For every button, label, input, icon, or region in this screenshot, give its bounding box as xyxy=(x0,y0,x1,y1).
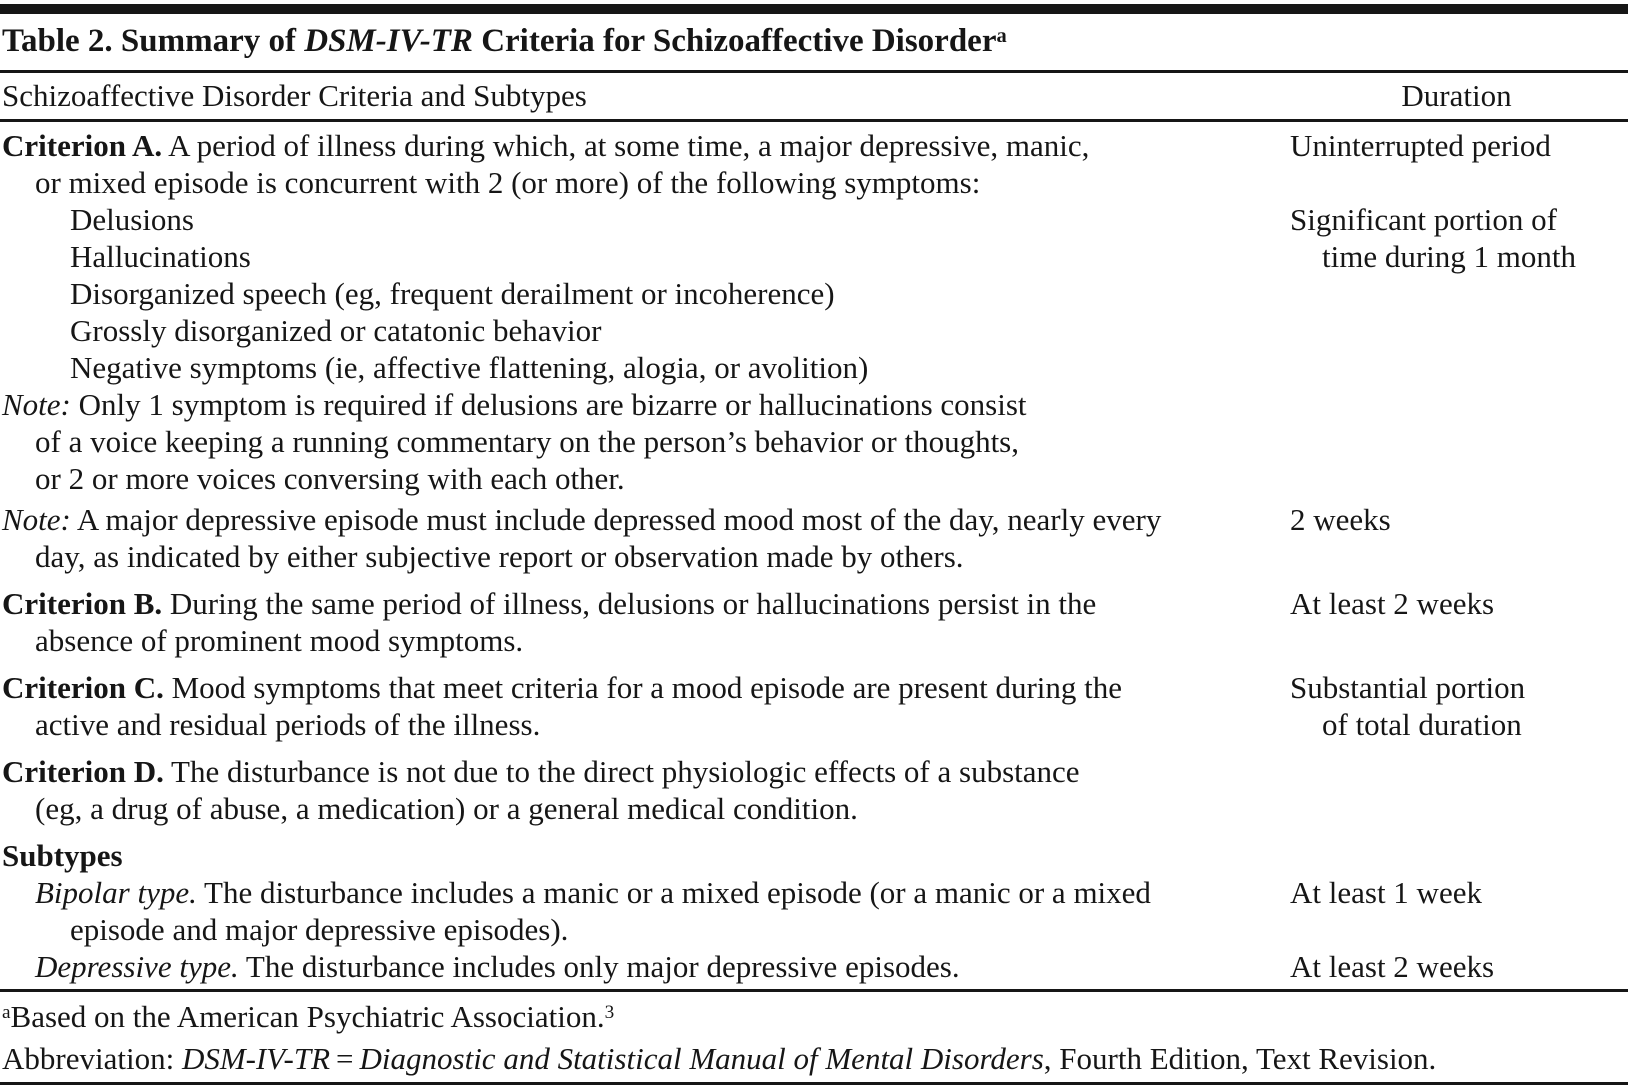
criterion-d-body-2: (eg, a drug of abuse, a medication) or a general medical condition. xyxy=(35,791,858,826)
row-note-1 xyxy=(0,386,1628,497)
row-symptom-list xyxy=(0,201,1628,386)
bipolar-type-body-1: The disturbance includes a manic or a mixed episode (or a manic or a mixed xyxy=(196,875,1151,910)
table-title-suffix: Criteria for Schizoaffective Disorder xyxy=(472,23,997,59)
note-2-line-1 xyxy=(0,501,1285,538)
row-bipolar-type xyxy=(0,874,1628,948)
footnote-2-equals-sign: = xyxy=(336,1041,354,1076)
footnote-2-suffix: , Fourth Edition, Text Revision. xyxy=(1043,1041,1437,1076)
criterion-b-body-2: absence of prominent mood symptoms. xyxy=(35,623,524,658)
note-1-duration-cell xyxy=(1285,386,1628,497)
note-2-lead: Note: xyxy=(2,502,71,537)
footnote-1-reference: 3 xyxy=(604,1002,615,1024)
duration-significant-portion-line-2: time during 1 month xyxy=(1322,239,1577,274)
criterion-c-lead: Criterion C. xyxy=(2,670,164,705)
bipolar-type-line-1 xyxy=(0,874,1285,911)
symptom-item: Negative symptoms (ie, affective flattening, alogia, or avolition) xyxy=(70,350,869,385)
row-note-2 xyxy=(0,501,1628,575)
criterion-b-duration-cell xyxy=(1285,585,1628,659)
table-body xyxy=(0,122,1628,989)
note-2-body-2: day, as indicated by either subjective report or observation made by others. xyxy=(35,539,964,574)
note-1-line-1 xyxy=(0,386,1285,423)
symptom-item: Hallucinations xyxy=(70,239,251,274)
bipolar-duration-cell xyxy=(1285,874,1628,948)
note-2-line-2 xyxy=(0,538,1285,575)
bipolar-type-body-2: episode and major depressive episodes). xyxy=(70,912,569,947)
footnotes xyxy=(0,992,1628,1082)
row-criterion-a xyxy=(0,127,1628,201)
note-2-duration-cell xyxy=(1285,501,1628,575)
bipolar-type-text xyxy=(0,874,1285,948)
criterion-b-body-1: During the same period of illness, delusions or hallucinations persist in the xyxy=(162,586,1097,621)
criterion-c-duration-cell xyxy=(1285,669,1628,743)
row-criterion-b xyxy=(0,585,1628,659)
depressive-type-body-1: The disturbance includes only major depressive episodes. xyxy=(238,949,960,984)
bipolar-type-line-2 xyxy=(0,911,1285,948)
duration-2-weeks: 2 weeks xyxy=(1290,502,1391,537)
footnote-1-marker: a xyxy=(2,1002,11,1024)
criterion-b-line-1 xyxy=(0,585,1285,622)
row-criterion-d xyxy=(0,753,1628,827)
criterion-d-body-1: The disturbance is not due to the direct physiologic effects of a substance xyxy=(163,754,1080,789)
symptom-item: Delusions xyxy=(70,202,194,237)
duration-column-header: Duration xyxy=(1401,78,1512,113)
duration-significant-portion-line-1: Significant portion of xyxy=(1290,202,1557,237)
footnote-1-text: Based on the American Psychiatric Association. xyxy=(10,999,605,1034)
duration-uninterrupted-period: Uninterrupted period xyxy=(1290,128,1551,163)
table-title-manual-abbrev: DSM-IV-TR xyxy=(304,23,473,59)
criterion-a-body-2: or mixed episode is concurrent with 2 (or more) of the following symptoms: xyxy=(35,165,981,200)
subtypes-heading-cell xyxy=(0,837,1285,874)
criterion-a-duration-cell xyxy=(1285,127,1628,201)
row-subtypes-heading xyxy=(0,837,1628,874)
criterion-d-line-2 xyxy=(0,790,1285,827)
subtypes-duration-cell xyxy=(1285,837,1628,874)
note-1-line-2 xyxy=(0,423,1285,460)
depressive-duration-cell xyxy=(1285,948,1628,985)
subtypes-heading: Subtypes xyxy=(2,838,123,873)
criterion-d-text xyxy=(0,753,1285,827)
criterion-c-body-2: active and residual periods of the illness. xyxy=(35,707,541,742)
row-criterion-c xyxy=(0,669,1628,743)
criterion-c-body-1: Mood symptoms that meet criteria for a mood episode are present during the xyxy=(163,670,1122,705)
table-title-footnote-marker: a xyxy=(996,24,1007,47)
criterion-b-text xyxy=(0,585,1285,659)
footnote-2-expansion: Diagnostic and Statistical Manual of Mental Disorders xyxy=(359,1041,1044,1076)
note-1-body-1: Only 1 symptom is required if delusions are bizarre or hallucinations consist xyxy=(70,387,1027,422)
criterion-c-line-2 xyxy=(0,706,1285,743)
criterion-a-text xyxy=(0,127,1285,201)
depressive-type-text xyxy=(0,948,1285,985)
footnote-2 xyxy=(0,1040,1628,1077)
symptom-item: Disorganized speech (eg, frequent derailment or incoherence) xyxy=(70,276,835,311)
symptoms-duration-cell xyxy=(1285,201,1628,386)
duration-at-least-1-week: At least 1 week xyxy=(1290,875,1482,910)
table-title xyxy=(0,14,1628,70)
duration-at-least-2-weeks-depressive: At least 2 weeks xyxy=(1290,949,1495,984)
criterion-b-lead: Criterion B. xyxy=(2,586,163,621)
bipolar-type-lead: Bipolar type. xyxy=(35,875,197,910)
duration-substantial-portion-line-1: Substantial portion xyxy=(1290,670,1526,705)
table-title-prefix: Table 2. Summary of xyxy=(2,23,305,59)
note-2-text xyxy=(0,501,1285,575)
criterion-a-line-2 xyxy=(0,164,1285,201)
symptom-item: Grossly disorganized or catatonic behavior xyxy=(70,313,602,348)
criterion-a-lead: Criterion A. xyxy=(2,128,163,163)
note-1-text xyxy=(0,386,1285,497)
criterion-d-lead: Criterion D. xyxy=(2,754,164,789)
note-1-body-3: or 2 or more voices conversing with each other. xyxy=(35,461,625,496)
depressive-type-lead: Depressive type. xyxy=(35,949,239,984)
note-1-line-3 xyxy=(0,460,1285,497)
column-header-row xyxy=(0,73,1628,119)
depressive-type-line-1 xyxy=(0,948,1285,985)
duration-at-least-2-weeks: At least 2 weeks xyxy=(1290,586,1495,621)
table-top-rule xyxy=(0,4,1628,14)
criterion-d-line-1 xyxy=(0,753,1285,790)
footnote-2-label: Abbreviation: xyxy=(2,1041,182,1076)
criterion-c-line-1 xyxy=(0,669,1285,706)
criterion-b-line-2 xyxy=(0,622,1285,659)
footnote-1 xyxy=(0,998,1628,1040)
note-1-body-2: of a voice keeping a running commentary on the person’s behavior or thoughts, xyxy=(35,424,1019,459)
criterion-a-line-1 xyxy=(0,127,1285,164)
criterion-a-body-1: A period of illness during which, at some time, a major depressive, manic, xyxy=(162,128,1090,163)
footnote-2-abbrev: DSM-IV-TR xyxy=(181,1041,331,1076)
note-1-lead: Note: xyxy=(2,387,71,422)
symptom-list xyxy=(0,201,1285,386)
criterion-c-text xyxy=(0,669,1285,743)
criterion-d-duration-cell xyxy=(1285,753,1628,827)
criteria-column-header: Schizoaffective Disorder Criteria and Subtypes xyxy=(2,78,587,113)
duration-substantial-portion-line-2: of total duration xyxy=(1322,707,1522,742)
note-2-body-1: A major depressive episode must include depressed mood most of the day, nearly every xyxy=(70,502,1162,537)
row-depressive-type xyxy=(0,948,1628,985)
